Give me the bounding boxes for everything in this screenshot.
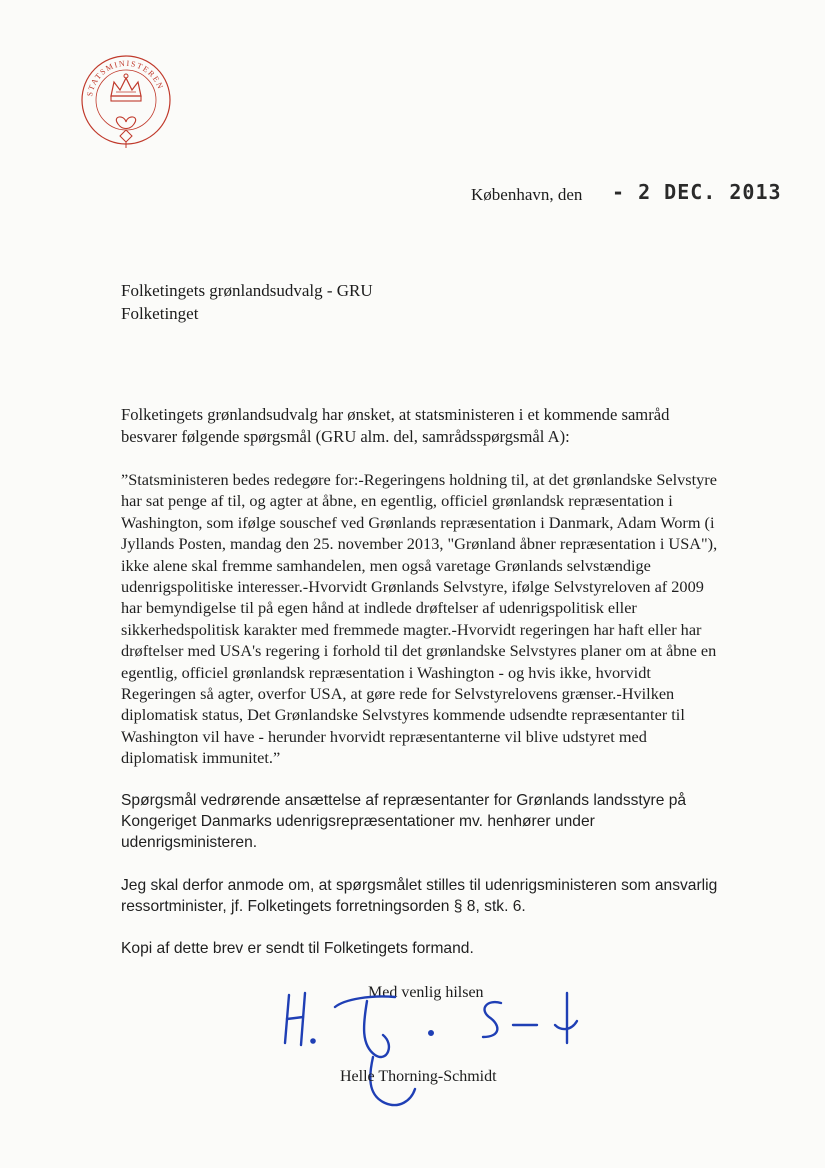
body-paragraph-question: ”Statsministeren bedes redegøre for:-Regeringens holdning til, at det grønlandske Selvstyre har sat penge af til, og agter at åbne, en egentlig, officiel grønlandsk repræsentation i Washington, som ifølge souschef ved Grønlands repræsentation i Danmark, Adam Worm (i Jyllands Posten, mandag den 25. november 2013, "Grønland åbner repræsentation i USA"), ikke alene skal fremme samhandelen, men også varetage Grønlands selvstændige udenrigspolitiske interesser.-Hvorvidt Grønlands Selvstyre, ifølge Selvstyreloven af 2009 har bemyndigelse til på egen hånd at indlede drøftelser af udenrigspolitisk eller sikkerhedspolitisk karakter med fremmede magter.-Hvorvidt regeringen har haft eller har drøftelser med USA's regering i forhold til det grønlandske Selvstyres planer om at åbne en egentlig, officiel grønlandsk repræsentation i Washington - og hvis ikke, hvorvidt Regeringen så agter, overfor USA, at gøre rede for Selvstyrelovens grænser.-Hvilken diplomatisk status, Det Grønlandske Selvstyres kommende udsendte repræsentanter til Washington vil have - herunder hvorvidt repræsentanterne vil blive udstyret med diplomatisk immunitet.”	[121, 470, 718, 768]
recipient-block	[121, 279, 373, 325]
signer-name: Helle Thorning-Schmidt	[340, 1068, 497, 1085]
closing-greeting: Med venlig hilsen	[368, 984, 484, 1001]
seal-text: STATSMINISTEREN	[85, 58, 166, 98]
recipient-committee: Folketingets grønlandsudvalg - GRU	[121, 281, 373, 300]
handwritten-signature	[275, 985, 605, 1120]
statsministeren-seal-icon	[78, 52, 174, 152]
recipient-parliament: Folketinget	[121, 304, 199, 323]
dateline-place: København, den	[471, 185, 583, 204]
body-paragraph-request: Folketingets grønlandsudvalg har ønsket, at statsministeren i et kommende samråd besvarer følgende spørgsmål (GRU alm. del, samrådsspørgsmål A):	[121, 405, 670, 446]
body-paragraph-copy: Kopi af dette brev er sendt til Folketingets formand.	[121, 940, 474, 958]
date-stamp: - 2 DEC. 2013	[612, 180, 782, 204]
body-paragraph-request-transfer: Jeg skal derfor anmode om, at spørgsmålet stilles til udenrigsministeren som ansvarlig ressortminister, jf. Folketingets forretningsorden § 8, stk. 6.	[121, 876, 718, 915]
letter-body	[121, 404, 721, 980]
body-paragraph-jurisdiction: Spørgsmål vedrørende ansættelse af repræsentanter for Grønlands landsstyre på Kongeriget Danmarks udenrigsrepræsentationer mv. henhører under udenrigsministeren.	[121, 791, 687, 852]
